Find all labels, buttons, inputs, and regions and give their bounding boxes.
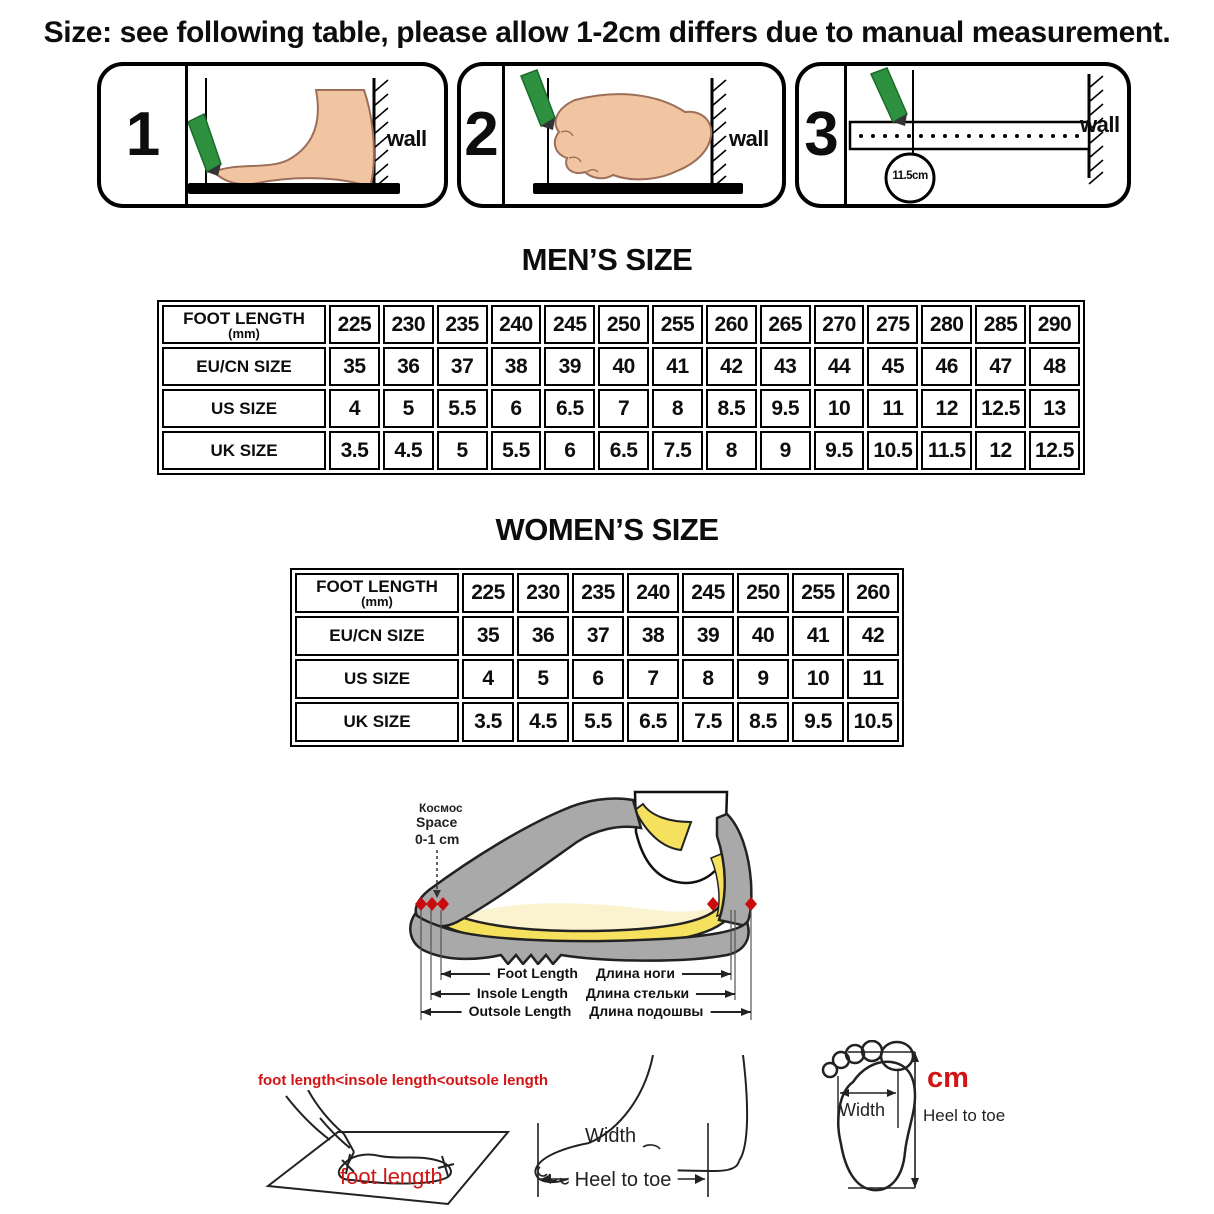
size-cell: 5.5	[437, 389, 488, 428]
space-label-ru: Космос	[419, 801, 463, 815]
size-cell: 38	[627, 616, 679, 656]
size-cell: 250	[737, 573, 789, 613]
size-cell: 37	[572, 616, 624, 656]
mens-size-heading: MEN’S SIZE	[521, 242, 693, 277]
floor-bar	[533, 183, 743, 194]
size-cell: 4	[329, 389, 380, 428]
label-en: Outsole Length	[468, 1003, 572, 1019]
row-sublabel: (mm)	[361, 594, 393, 609]
size-cell: 230	[383, 305, 434, 344]
page-title: Size: see following table, please allow 1-2cm differs due to manual measurement.	[43, 16, 1171, 49]
size-cell: 7	[627, 659, 679, 699]
toes	[823, 1041, 913, 1077]
size-cell: 45	[867, 347, 918, 386]
size-cell: 6.5	[598, 431, 649, 470]
arrow-right-icon	[695, 1174, 705, 1184]
size-cell: 255	[652, 305, 703, 344]
size-cell: 280	[921, 305, 972, 344]
size-cell: 3.5	[462, 702, 514, 742]
size-cell: 11	[847, 659, 899, 699]
size-cell: 10.5	[867, 431, 918, 470]
size-cell: 12.5	[1029, 431, 1080, 470]
size-cell: 285	[975, 305, 1026, 344]
row-label	[295, 659, 459, 699]
size-cell: 7.5	[682, 702, 734, 742]
size-cell: 10.5	[847, 702, 899, 742]
hand-illustration	[286, 1090, 354, 1152]
size-cell: 260	[847, 573, 899, 613]
mens-size-table	[157, 300, 1085, 475]
row-label	[295, 616, 459, 656]
size-cell: 9	[760, 431, 811, 470]
floor-bar	[188, 183, 400, 194]
shoe-cross-section-diagram	[395, 770, 855, 1060]
row-label-text: UK SIZE	[210, 440, 278, 460]
size-cell: 275	[867, 305, 918, 344]
measure-step-2	[457, 62, 786, 208]
pencil-icon	[521, 70, 555, 126]
label-ru: Длина ноги	[595, 965, 675, 981]
womens-size-heading: WOMEN’S SIZE	[495, 512, 719, 547]
size-row	[295, 659, 899, 699]
foot-tracing-figure	[250, 1072, 548, 1212]
size-cell: 10	[792, 659, 844, 699]
size-cell: 225	[329, 305, 380, 344]
row-label	[162, 305, 326, 344]
size-cell: 44	[814, 347, 865, 386]
insole-length-measure-line	[431, 985, 735, 1001]
step-number: 3	[799, 66, 847, 204]
pencil-icon	[188, 114, 221, 172]
space-label-en: Space	[416, 814, 458, 830]
size-cell: 250	[598, 305, 649, 344]
label-ru: Длина подошвы	[589, 1003, 704, 1019]
row-label-text: US SIZE	[210, 398, 278, 418]
measure-step-1	[97, 62, 448, 208]
row-label	[162, 347, 326, 386]
wall-hatch	[374, 80, 388, 188]
row-label-text: UK SIZE	[343, 712, 411, 731]
size-cell: 5	[383, 389, 434, 428]
size-cell: 42	[847, 616, 899, 656]
size-cell: 6.5	[627, 702, 679, 742]
measure-step-3	[795, 62, 1131, 208]
foot-illustration	[214, 90, 374, 184]
size-cell: 9.5	[792, 702, 844, 742]
size-cell: 235	[572, 573, 624, 613]
size-cell: 37	[437, 347, 488, 386]
size-cell: 48	[1029, 347, 1080, 386]
arrow-right-icon	[741, 1008, 751, 1016]
size-cell: 8	[682, 659, 734, 699]
size-cell: 270	[814, 305, 865, 344]
foot-illustration	[555, 94, 711, 179]
outsole-length-measure-line	[421, 1003, 751, 1019]
size-cell: 3.5	[329, 431, 380, 470]
arrow-left-icon	[421, 1008, 431, 1016]
size-cell: 40	[737, 616, 789, 656]
row-label	[295, 702, 459, 742]
size-cell: 36	[383, 347, 434, 386]
size-cell: 4	[462, 659, 514, 699]
sole-outline	[838, 1062, 915, 1190]
size-cell: 12.5	[975, 389, 1026, 428]
size-cell: 6.5	[544, 389, 595, 428]
size-cell: 8	[706, 431, 757, 470]
ruler-value: 11.5cm	[892, 170, 928, 182]
size-cell: 38	[491, 347, 542, 386]
size-cell: 5.5	[572, 702, 624, 742]
size-cell: 40	[598, 347, 649, 386]
size-cell: 13	[1029, 389, 1080, 428]
size-cell: 41	[652, 347, 703, 386]
size-cell: 46	[921, 347, 972, 386]
size-cell: 290	[1029, 305, 1080, 344]
label-en: Insole Length	[476, 985, 568, 1001]
size-cell: 230	[517, 573, 569, 613]
row-label	[162, 431, 326, 470]
footprint-figure	[815, 1040, 1055, 1200]
size-cell: 42	[706, 347, 757, 386]
wall-label: wall	[729, 126, 769, 151]
foot-tracing-art	[250, 1090, 520, 1210]
row-label-text: EU/CN SIZE	[196, 356, 292, 376]
arrow-down-icon	[911, 1178, 919, 1188]
size-cell: 245	[544, 305, 595, 344]
label-en: Foot Length	[497, 965, 578, 981]
sole-width-label: Width	[839, 1100, 886, 1120]
row-label	[295, 573, 459, 613]
step-1-illustration	[188, 66, 444, 204]
size-cell: 6	[572, 659, 624, 699]
size-cell: 240	[627, 573, 679, 613]
step-2-illustration	[505, 66, 782, 204]
space-range-label: 0-1 cm	[415, 831, 460, 847]
size-cell: 225	[462, 573, 514, 613]
length-rule-text: foot length<insole length<outsole length	[258, 1072, 548, 1089]
insole-length-label	[470, 985, 696, 1001]
size-cell: 35	[329, 347, 380, 386]
wall-label: wall	[1080, 112, 1120, 137]
size-cell: 12	[975, 431, 1026, 470]
size-cell: 9	[737, 659, 789, 699]
size-cell: 7	[598, 389, 649, 428]
size-cell: 9.5	[814, 431, 865, 470]
cm-unit-label: cm	[927, 1062, 969, 1094]
trace-foot-length-label: foot length	[340, 1164, 443, 1189]
size-cell: 260	[706, 305, 757, 344]
foot-length-label	[490, 965, 682, 981]
size-cell: 6	[544, 431, 595, 470]
row-label-text: US SIZE	[343, 669, 411, 688]
size-row	[162, 389, 1080, 428]
step-number: 2	[461, 66, 505, 204]
label-ru: Длина стельки	[585, 985, 690, 1001]
arrow-right-icon	[887, 1089, 896, 1097]
wall-hatch	[712, 80, 726, 188]
size-cell: 8.5	[737, 702, 789, 742]
sole-heel-to-toe-label: Heel to toe	[923, 1106, 1006, 1125]
size-cell: 245	[682, 573, 734, 613]
size-cell: 5	[437, 431, 488, 470]
row-label-text: FOOT LENGTH	[183, 308, 305, 328]
arrow-right-icon	[721, 970, 731, 978]
side-heel-to-toe-label: Heel to toe	[569, 1169, 678, 1192]
size-cell: 39	[544, 347, 595, 386]
size-cell: 240	[491, 305, 542, 344]
step-3-illustration	[847, 66, 1127, 204]
size-cell: 35	[462, 616, 514, 656]
size-cell: 11.5	[921, 431, 972, 470]
size-cell: 5.5	[491, 431, 542, 470]
size-row	[295, 573, 899, 613]
size-cell: 8.5	[706, 389, 757, 428]
size-cell: 36	[517, 616, 569, 656]
side-width-label: Width	[585, 1125, 637, 1147]
size-cell: 10	[814, 389, 865, 428]
womens-size-table	[290, 568, 904, 747]
size-row	[162, 305, 1080, 344]
size-cell: 265	[760, 305, 811, 344]
arrow-left-icon	[441, 970, 451, 978]
size-cell: 12	[921, 389, 972, 428]
arrow-left-icon	[431, 990, 441, 998]
size-cell: 6	[491, 389, 542, 428]
row-label-text: FOOT LENGTH	[316, 577, 438, 596]
size-cell: 11	[867, 389, 918, 428]
size-cell: 235	[437, 305, 488, 344]
size-cell: 39	[682, 616, 734, 656]
size-cell: 43	[760, 347, 811, 386]
size-cell: 9.5	[760, 389, 811, 428]
foot-side-figure	[525, 1055, 775, 1205]
size-cell: 4.5	[383, 431, 434, 470]
step-number: 1	[101, 66, 188, 204]
arrow-right-icon	[725, 990, 735, 998]
wall-label: wall	[387, 126, 427, 151]
size-cell: 47	[975, 347, 1026, 386]
size-row	[162, 347, 1080, 386]
foot-length-measure-line	[441, 965, 731, 981]
size-cell: 5	[517, 659, 569, 699]
size-cell: 255	[792, 573, 844, 613]
pencil-icon	[871, 68, 907, 122]
row-label	[162, 389, 326, 428]
size-row	[162, 431, 1080, 470]
size-row	[295, 702, 899, 742]
size-cell: 41	[792, 616, 844, 656]
row-sublabel: (mm)	[228, 325, 260, 341]
row-label-text: EU/CN SIZE	[329, 626, 425, 645]
size-cell: 8	[652, 389, 703, 428]
outsole-length-label	[462, 1003, 711, 1019]
size-cell: 4.5	[517, 702, 569, 742]
size-row	[295, 616, 899, 656]
size-cell: 7.5	[652, 431, 703, 470]
